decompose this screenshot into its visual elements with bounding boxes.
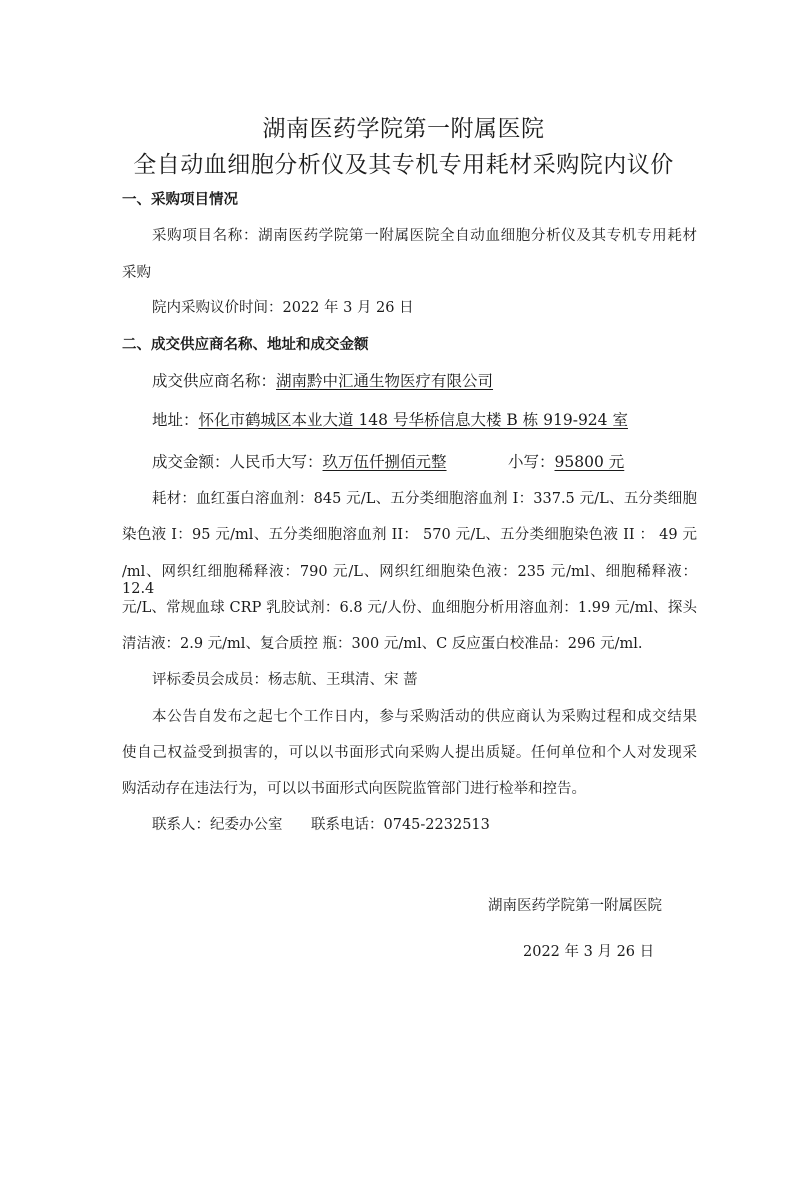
address-label: 地址： [152, 411, 199, 429]
amount-line [152, 450, 447, 472]
project-name-line1: 采购项目名称：湖南医药学院第一附属医院全自动血细胞分析仪及其专机专用耗材 [152, 228, 697, 244]
section1-heading: 一、采购项目情况 [122, 191, 238, 208]
consumables-line-4: 元/L、常规血球 CRP 乳胶试剂：6.8 元/人份、血细胞分析用溶血剂：1.99 元/ml、探头 [122, 600, 697, 616]
amount-small-label: 小写： [508, 453, 555, 471]
project-name-line2: 采购 [122, 265, 151, 281]
consumables-line-5: 清洁液：2.9 元/ml、复合质控 瓶：300 元/ml、C 反应蛋白校准品：296 元/ml. [122, 636, 643, 652]
section2-heading: 二、成交供应商名称、地址和成交金额 [122, 336, 369, 353]
amount-label: 成交金额：人民币大写： [152, 453, 323, 471]
notice-line-3: 购活动存在违法行为，可以以书面形式向医院监管部门进行检举和控告。 [122, 781, 586, 797]
amount-small-line [508, 450, 624, 472]
address-value: 怀化市鹤城区本业大道 148 号华桥信息大楼 B 栋 919-924 室 [198, 411, 628, 429]
page-title-line1: 湖南医药学院第一附属医院 [262, 116, 545, 142]
supplier-line [152, 369, 493, 391]
contact-phone: 联系电话：0745-2232513 [311, 817, 490, 833]
consumables-line-3: /ml、网织红细胞稀释液：790 元/L、网织红细胞染色液：235 元/ml、细胞稀释液：12.4 [122, 564, 697, 597]
consumables-line-1: 耗材：血红蛋白溶血剂：845 元/L、五分类细胞溶血剂 I：337.5 元/L、五分类细胞 [152, 491, 697, 507]
negotiation-date: 院内采购议价时间：2022 年 3 月 26 日 [152, 300, 414, 316]
notice-line-2: 使自己权益受到损害的，可以以书面形式向采购人提出质疑。任何单位和个人对发现采 [122, 745, 697, 761]
address-line [152, 408, 628, 430]
supplier-value: 湖南黔中汇通生物医疗有限公司 [276, 372, 494, 390]
signature-date: 2022 年 3 月 26 日 [523, 944, 655, 960]
page-title-line2: 全自动血细胞分析仪及其专机专用耗材采购院内议价 [133, 152, 674, 178]
notice-line-1: 本公告自发布之起七个工作日内，参与采购活动的供应商认为采购过程和成交结果 [152, 709, 697, 725]
signature-org: 湖南医药学院第一附属医院 [488, 898, 662, 914]
contact-person: 联系人：纪委办公室 [152, 817, 283, 833]
consumables-line-2: 染色液 I：95 元/ml、五分类细胞溶血剂 II： 570 元/L、五分类细胞染色液 II ： 49 元 [122, 527, 697, 543]
committee-members: 评标委员会成员：杨志航、王琪清、宋 蔷 [152, 672, 418, 688]
amount-small-value: 95800 元 [554, 453, 625, 471]
supplier-label: 成交供应商名称： [152, 372, 277, 390]
amount-upper: 玖万伍仟捌佰元整 [322, 453, 447, 471]
